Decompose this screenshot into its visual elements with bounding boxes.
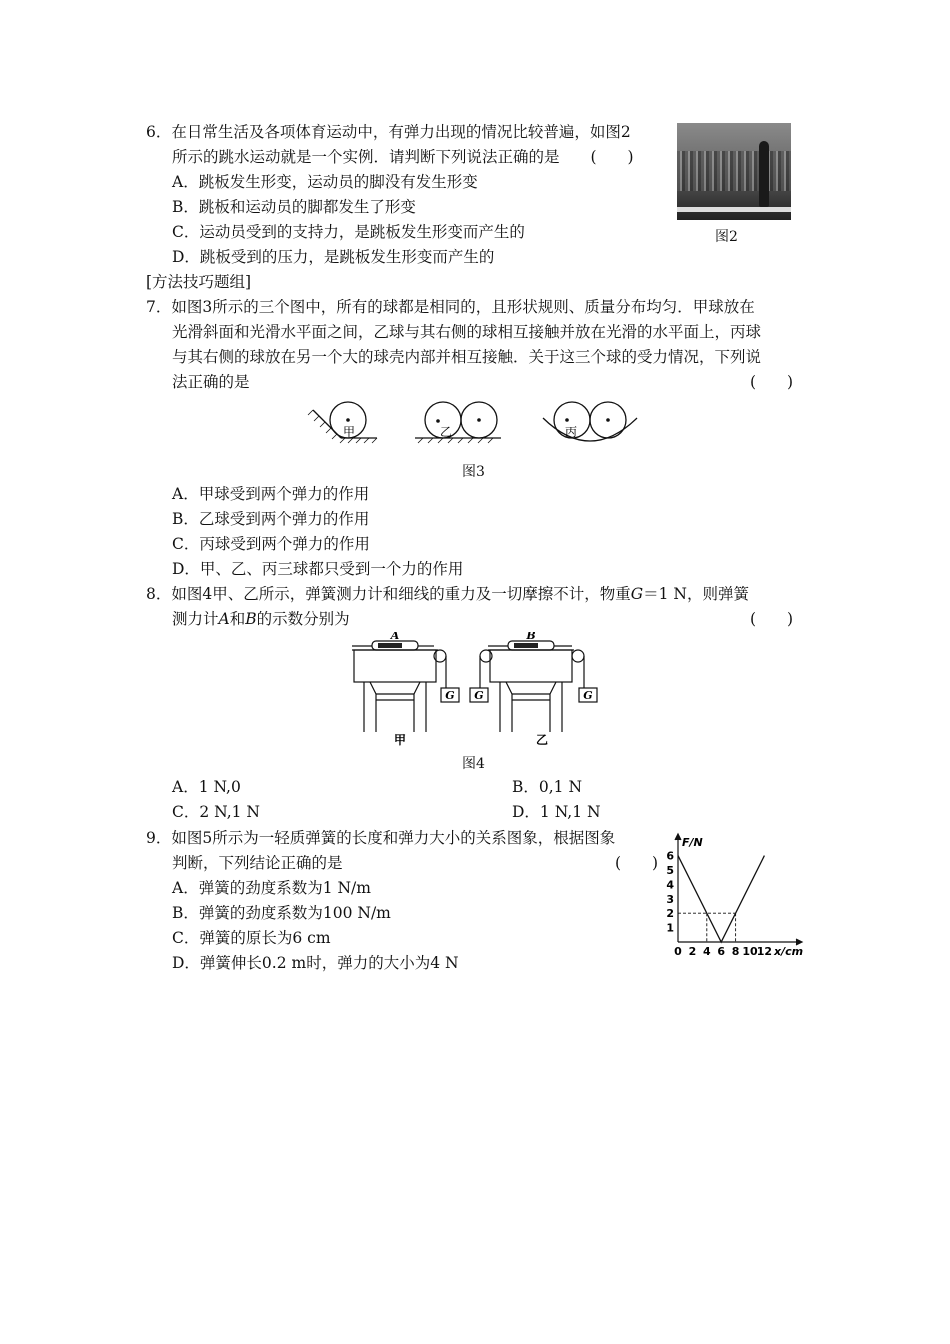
q6-line1: 6．在日常生活及各项体育运动中，有弹力出现的情况比较普遍，如图2 (146, 123, 631, 141)
chart-series-line (678, 856, 764, 942)
q6-option-c: C．运动员受到的支持力，是跳板发生形变而产生的 (172, 223, 525, 241)
q8-option-c: C．2 N,1 N (172, 803, 260, 821)
q6-fig-caption: 图2 (715, 229, 738, 245)
q7-label-yi: 乙 (439, 425, 453, 439)
chart-xtick-6: 6 (717, 945, 726, 958)
q7-figure (305, 398, 645, 450)
q9-option-c: C．弹簧的原长为6 cm (172, 929, 331, 947)
q7-label-jia: 甲 (342, 425, 356, 439)
q9-option-a: A．弹簧的劲度系数为1 N/m (172, 879, 371, 897)
chart-xtick-12: 12 (756, 945, 773, 958)
q7-line3: 与其右侧的球放在另一个大的球壳内部并相互接触．关于这三个球的受力情况，下列说 (172, 348, 762, 366)
chart-ytick-5: 5 (666, 864, 674, 877)
q7-label-bing: 丙 (564, 425, 578, 439)
section-heading: [方法技巧题组] (146, 273, 252, 291)
q8-option-d: D．1 N,1 N (512, 803, 601, 821)
q9-chart (662, 832, 812, 960)
q7-option-c: C．丙球受到两个弹力的作用 (172, 535, 370, 553)
chart-ytick-1: 1 (666, 921, 674, 935)
q9-line1: 9．如图5所示为一轻质弹簧的长度和弹力大小的关系图象，根据图象 (146, 829, 616, 847)
chart-xtick-10: 10 (742, 945, 758, 958)
q8-option-b: B．0,1 N (512, 778, 583, 796)
q7-line4: 法正确的是 (172, 373, 250, 391)
diving-photo (677, 123, 791, 220)
q7-line2: 光滑斜面和光滑水平面之间，乙球与其右侧的球相互接触并放在光滑的水平面上，丙球 (172, 323, 762, 341)
q8-option-a: A．1 N,0 (172, 778, 241, 796)
q8-weight-right: G (583, 689, 593, 702)
q8-label-jia: 甲 (393, 733, 407, 747)
q7-option-b: B．乙球受到两个弹力的作用 (172, 510, 370, 528)
q8-label-a: A (390, 632, 400, 642)
q8-weight-left: G (445, 689, 455, 702)
q8-figure (348, 632, 608, 748)
chart-xlabel: x/cm (774, 945, 804, 958)
q6-line2: 所示的跳水运动就是一个实例．请判断下列说法正确的是 ( ) (172, 148, 634, 166)
q7-line1: 7．如图3所示的三个图中，所有的球都是相同的，且形状规则、质量分布均匀．甲球放在 (146, 298, 755, 316)
q9-line2: 判断，下列结论正确的是 (172, 854, 343, 872)
q9-option-d: D．弹簧伸长0.2 m时，弹力的大小为4 N (172, 954, 459, 972)
chart-ytick-6: 6 (666, 849, 674, 863)
q6-option-a: A．跳板发生形变，运动员的脚没有发生形变 (172, 173, 478, 191)
chart-ytick-3: 3 (666, 892, 674, 906)
q9-option-b: B．弹簧的劲度系数为100 N/m (172, 904, 391, 922)
chart-ylabel: F/N (682, 836, 703, 849)
q8-label-yi: 乙 (535, 733, 549, 747)
chart-ytick-2: 2 (666, 907, 674, 921)
chart-xtick-0: 0 (674, 945, 682, 958)
q7-fig-caption: 图3 (462, 464, 485, 480)
q7-bracket: ( ) (750, 373, 794, 391)
chart-ytick-4: 4 (666, 878, 674, 892)
q8-bracket: ( ) (750, 610, 794, 628)
q8-line2: 测力计A和B的示数分别为 (172, 610, 350, 628)
q8-line1: 8．如图4甲、乙所示，弹簧测力计和细线的重力及一切摩擦不计，物重G＝1 N，则弹簧 (146, 585, 749, 603)
chart-xtick-4: 4 (702, 945, 711, 958)
q7-option-a: A．甲球受到两个弹力的作用 (172, 485, 370, 503)
q6-option-d: D．跳板受到的压力，是跳板发生形变而产生的 (172, 248, 495, 266)
q9-bracket: ( ) (615, 854, 659, 872)
chart-xtick-8: 8 (731, 945, 740, 958)
chart-xtick-2: 2 (688, 945, 697, 958)
q8-fig-caption: 图4 (462, 756, 485, 772)
q6-option-b: B．跳板和运动员的脚都发生了形变 (172, 198, 416, 216)
q8-label-b: B (526, 632, 536, 642)
q7-option-d: D．甲、乙、丙三球都只受到一个力的作用 (172, 560, 464, 578)
q8-weight-mid: G (474, 689, 484, 702)
